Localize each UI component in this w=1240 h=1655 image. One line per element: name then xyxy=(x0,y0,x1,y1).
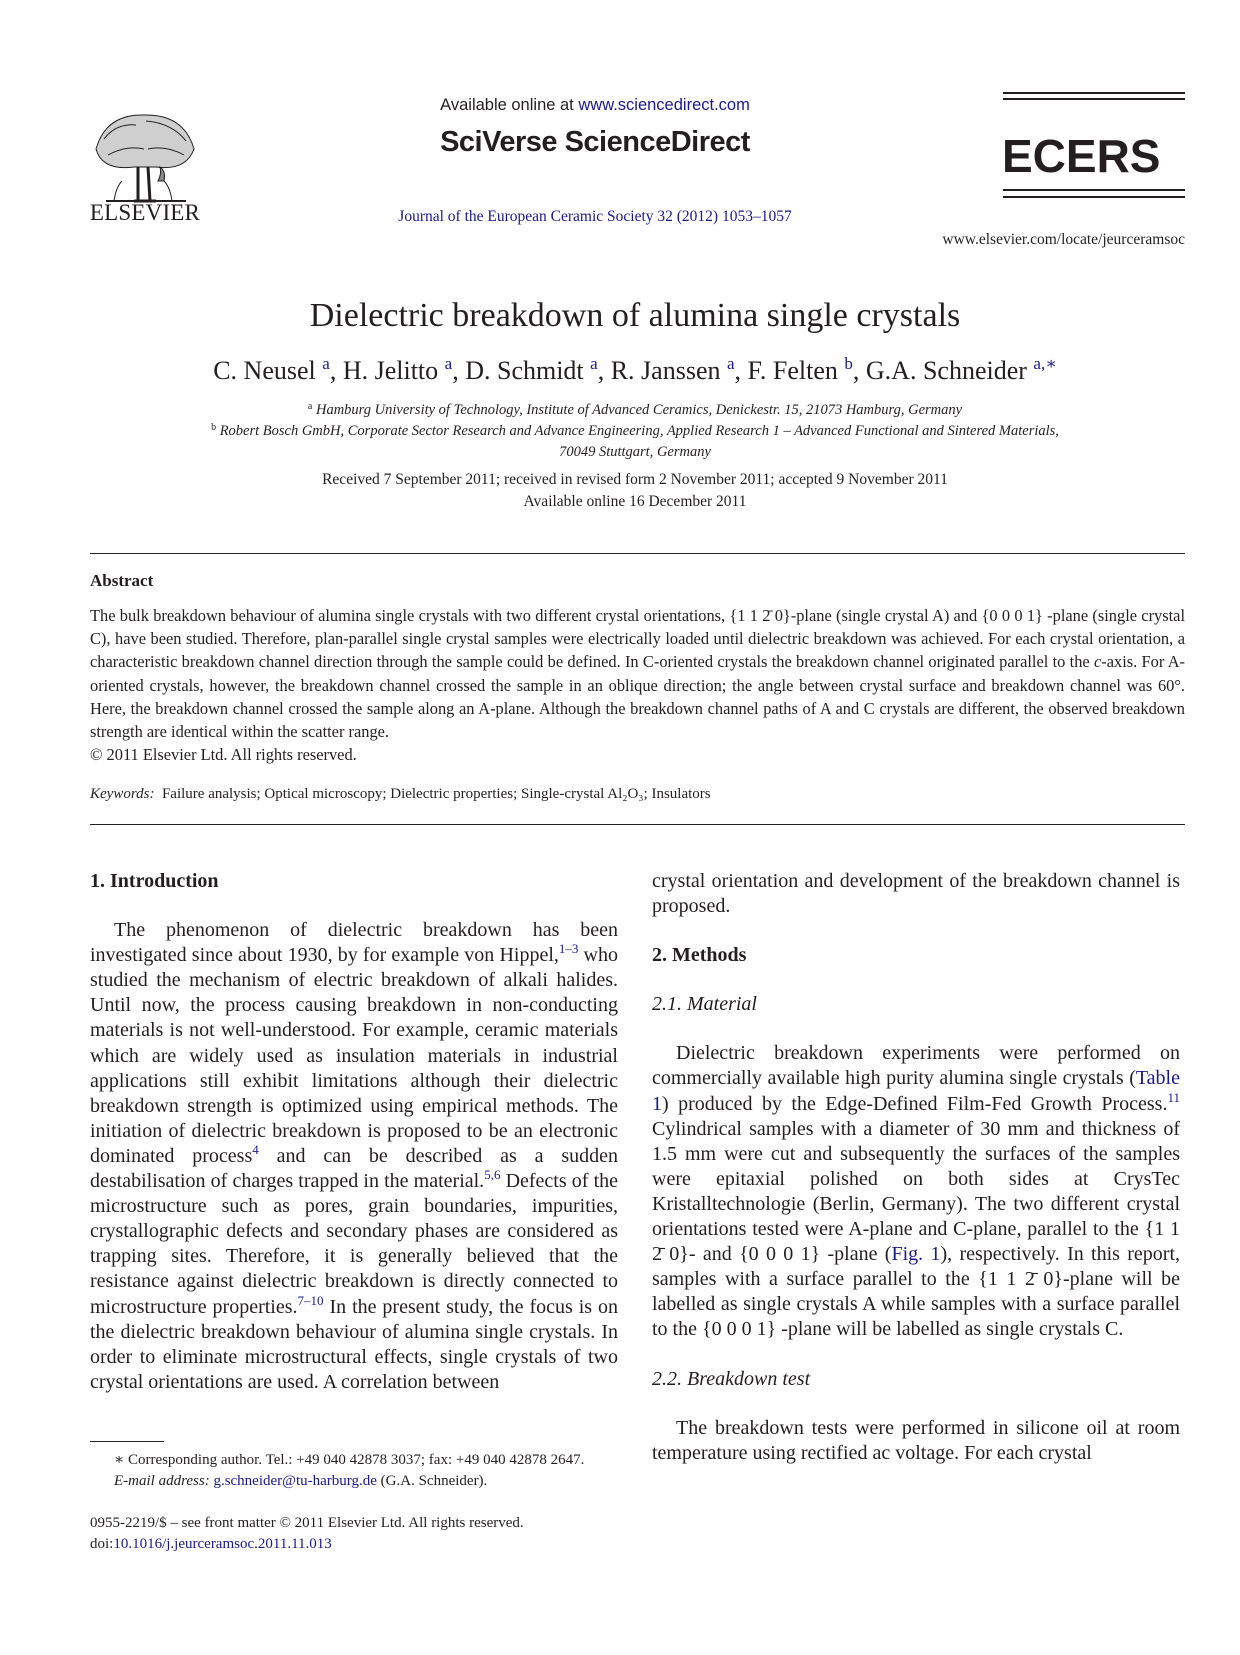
author-affil-link[interactable]: a xyxy=(444,354,453,373)
breakdown-paragraph: The breakdown tests were performed in silicone oil at room temperature using rectified ac voltage. For each crystal xyxy=(652,1416,1180,1464)
author-name: F. Felten xyxy=(747,356,838,385)
table-1-link[interactable]: Table 1 xyxy=(652,1067,1180,1115)
author-affil-link[interactable]: a xyxy=(322,354,330,373)
material-text: Cylindrical samples with a diameter of 30 mm and thickness of 1.5 mm were cut and subsequently the surfaces of the samples were epitaxial polished on both sides at CrysTec Kristalltechnologie (Berlin, Germany). The two different crystal orientations tested were A-plane and C-plane, parallel to the {1 1 2̄ 0}- and {0 0 0 1} -plane ( xyxy=(652,1117,1180,1266)
section-heading-methods: 2. Methods xyxy=(652,944,747,967)
intro-continuation: crystal orientation and development of the breakdown channel is proposed. xyxy=(652,870,1180,918)
material-text: Dielectric breakdown experiments were performed on commercially available high purity alumina single crystals ( xyxy=(652,1042,1180,1090)
right-column xyxy=(652,869,1180,1466)
affiliation-text: Hamburg University of Technology, Institute of Advanced Ceramics, Denickestr. 15, 21073 Hamburg, Germany xyxy=(315,402,963,418)
author-affil-link[interactable]: b xyxy=(844,354,853,373)
publisher-name: ELSEVIER xyxy=(89,200,201,225)
abstract-part-1: The bulk breakdown behaviour of alumina single crystals with two different crystal orientations, {1 1 2̄ 0}-plane (single crystal A) and {0 0 0 1} -plane (single crystal C), have been studied. Therefore, plan-parallel single crystal samples were electrically loaded until dielectric breakdown was achieved. For each crystal orientation, a characteristic breakdown channel direction through the sample could be defined. In C-oriented crystals the breakdown channel originated parallel to the xyxy=(90,606,1185,672)
received-dates: Received 7 September 2011; received in revised form 2 November 2011; accepted 9 November 2011 xyxy=(322,471,948,488)
abstract-top-rule xyxy=(90,553,1185,554)
intro-text: Defects of the microstructure such as pores, grain boundaries, impurities, crystallographic defects and secondary phases are considered as trapping sites. Therefore, it is generally believed that the resistance against dielectric breakdown is directly connected to microstructure properties. xyxy=(90,1170,619,1318)
keywords-label: Keywords: xyxy=(90,786,155,802)
author-name: G.A. Schneider xyxy=(865,356,1027,385)
material-paragraph xyxy=(652,1041,1180,1342)
header-rule-bottom-2 xyxy=(1003,196,1185,198)
author-name: D. Schmidt xyxy=(465,356,584,385)
abstract-c-axis: c xyxy=(1093,652,1102,672)
doi-prefix: doi: xyxy=(90,1536,114,1552)
sciencedirect-link[interactable]: www.sciencedirect.com xyxy=(578,96,750,114)
intro-text: In the present study, the focus is on the dielectric breakdown behaviour of alumina single crystals. In order to eliminate microstructural effects, single crystals of two crystal orientations are used. A correlation between xyxy=(90,1295,618,1393)
author-name: R. Janssen xyxy=(610,356,721,385)
affiliation-b xyxy=(100,423,1170,440)
intro-text: who studied the mechanism of electric breakdown of alkali halides. Until now, the process causing breakdown in non-conducting materials is not well-understood. For example, ceramic materials which are widely used as insulation materials in industrial applications still exhibit limitations although their dielectric breakdown strength is optimized using empirical methods. The initiation of dielectric breakdown is proposed to be an electronic dominated process xyxy=(90,944,618,1167)
citation-link[interactable]: 5,6 xyxy=(484,1167,501,1183)
citation-link[interactable]: 7–10 xyxy=(297,1292,324,1308)
affiliation-mark: b xyxy=(211,422,217,433)
header-rule-bottom-1 xyxy=(1003,189,1185,191)
author-affil-link[interactable]: a xyxy=(726,354,735,373)
author-affil-link[interactable]: a xyxy=(590,354,598,373)
abstract-copyright: © 2011 Elsevier Ltd. All rights reserved. xyxy=(90,745,357,765)
keywords-text: Failure analysis; Optical microscopy; Dielectric properties; Single-crystal Al₂O₃; Insulators xyxy=(161,786,711,802)
affiliation-text: Robert Bosch GmbH, Corporate Sector Research and Advance Engineering, Applied Research 1 – Advanced Functional and Sintered Materials, xyxy=(219,423,1059,439)
material-text: ) produced by the Edge-Defined Film-Fed Growth Process. xyxy=(662,1092,1168,1115)
citation-link[interactable]: 11 xyxy=(1167,1089,1180,1105)
figure-1-link[interactable]: Fig. 1 xyxy=(891,1243,941,1266)
intro-text: The phenomenon of dielectric breakdown has been investigated since about 1930, by for example von Hippel, xyxy=(90,919,618,967)
material-text: ), respectively. In this report, samples with a surface parallel to the {1 1 2̄ 0}-plane will be labelled as single crystals A while samples with a surface parallel to the {0 0 0 1} -plane will be labelled as single crystals C. xyxy=(652,1243,1181,1341)
article-title: Dielectric breakdown of alumina single crystals xyxy=(309,297,961,334)
author-name: C. Neusel xyxy=(213,356,316,385)
author-list: C. Neusel $^a$, H. Jelitto $^a$, D. Schmidt $^a$, R. Janssen $^a$, F. Felten $^b$, G.A. Schneider $^{a,∗}$ xyxy=(213,354,1057,385)
author-email-link[interactable]: g.schneider@tu-harburg.de xyxy=(213,1473,377,1489)
footnote-contact: ∗ Corresponding author. Tel.: +49 040 42878 3037; fax: +49 040 42878 2647. xyxy=(114,1452,585,1468)
introduction-paragraph xyxy=(90,918,618,1395)
abstract-bottom-rule xyxy=(90,824,1185,825)
citation-link[interactable]: 1–3 xyxy=(558,941,579,957)
ecers-society-logo xyxy=(1000,130,1190,180)
platform-title: SciVerse ScienceDirect xyxy=(440,126,750,158)
subsection-heading-material: 2.1. Material xyxy=(652,993,757,1016)
footnote-email xyxy=(90,1471,630,1492)
header-rule-top-1 xyxy=(1003,92,1185,94)
keywords-line xyxy=(90,786,711,803)
front-matter-lines xyxy=(90,1513,650,1555)
affiliation-a xyxy=(100,402,1170,419)
author-name: H. Jelitto xyxy=(342,356,439,385)
left-column xyxy=(90,869,618,1395)
intro-text: and can be described as a sudden destabilisation of charges trapped in the material. xyxy=(90,1144,618,1193)
issn-line: 0955-2219/$ – see front matter © 2011 Elsevier Ltd. All rights reserved. xyxy=(90,1515,524,1531)
available-prefix: Available online at xyxy=(440,96,579,114)
affiliation-mark: a xyxy=(307,401,313,412)
doi-link[interactable]: 10.1016/j.jeurceramsoc.2011.11.013 xyxy=(113,1536,332,1552)
abstract-part-2: -axis. For A-oriented crystals, however, the breakdown channel crossed the sample in an oblique direction; the angle between crystal surface and breakdown channel was 60°. Here, the breakdown channel crossed the sample along an A-plane. Although the breakdown channel paths of A and C crystals are different, the observed breakdown strength are identical within the scatter range. xyxy=(90,652,1185,742)
journal-url[interactable]: www.elsevier.com/locate/jeurceramsoc xyxy=(942,231,1185,248)
abstract-heading: Abstract xyxy=(90,571,154,590)
available-online-line xyxy=(400,96,790,115)
section-heading-introduction: 1. Introduction xyxy=(90,870,219,892)
email-label: E-mail address: xyxy=(114,1473,210,1489)
author-affil-link[interactable]: a,∗ xyxy=(1033,354,1057,373)
corresponding-author-footnote xyxy=(90,1450,630,1492)
subsection-heading-breakdown-test: 2.2. Breakdown test xyxy=(652,1367,811,1390)
society-logo-text: ECERS xyxy=(1002,130,1161,180)
journal-citation-link[interactable]: Journal of the European Ceramic Society 32 (2012) 1053–1057 xyxy=(398,208,792,225)
email-suffix: (G.A. Schneider). xyxy=(376,1473,488,1489)
header-rule-top-2 xyxy=(1003,98,1185,100)
abstract-text xyxy=(90,604,1185,766)
available-online-date: Available online 16 December 2011 xyxy=(523,493,747,510)
footnote-rule xyxy=(90,1441,164,1442)
citation-link[interactable]: 4 xyxy=(252,1141,259,1157)
affiliation-b-line2: 70049 Stuttgart, Germany xyxy=(559,444,711,460)
doi-line xyxy=(90,1534,650,1555)
